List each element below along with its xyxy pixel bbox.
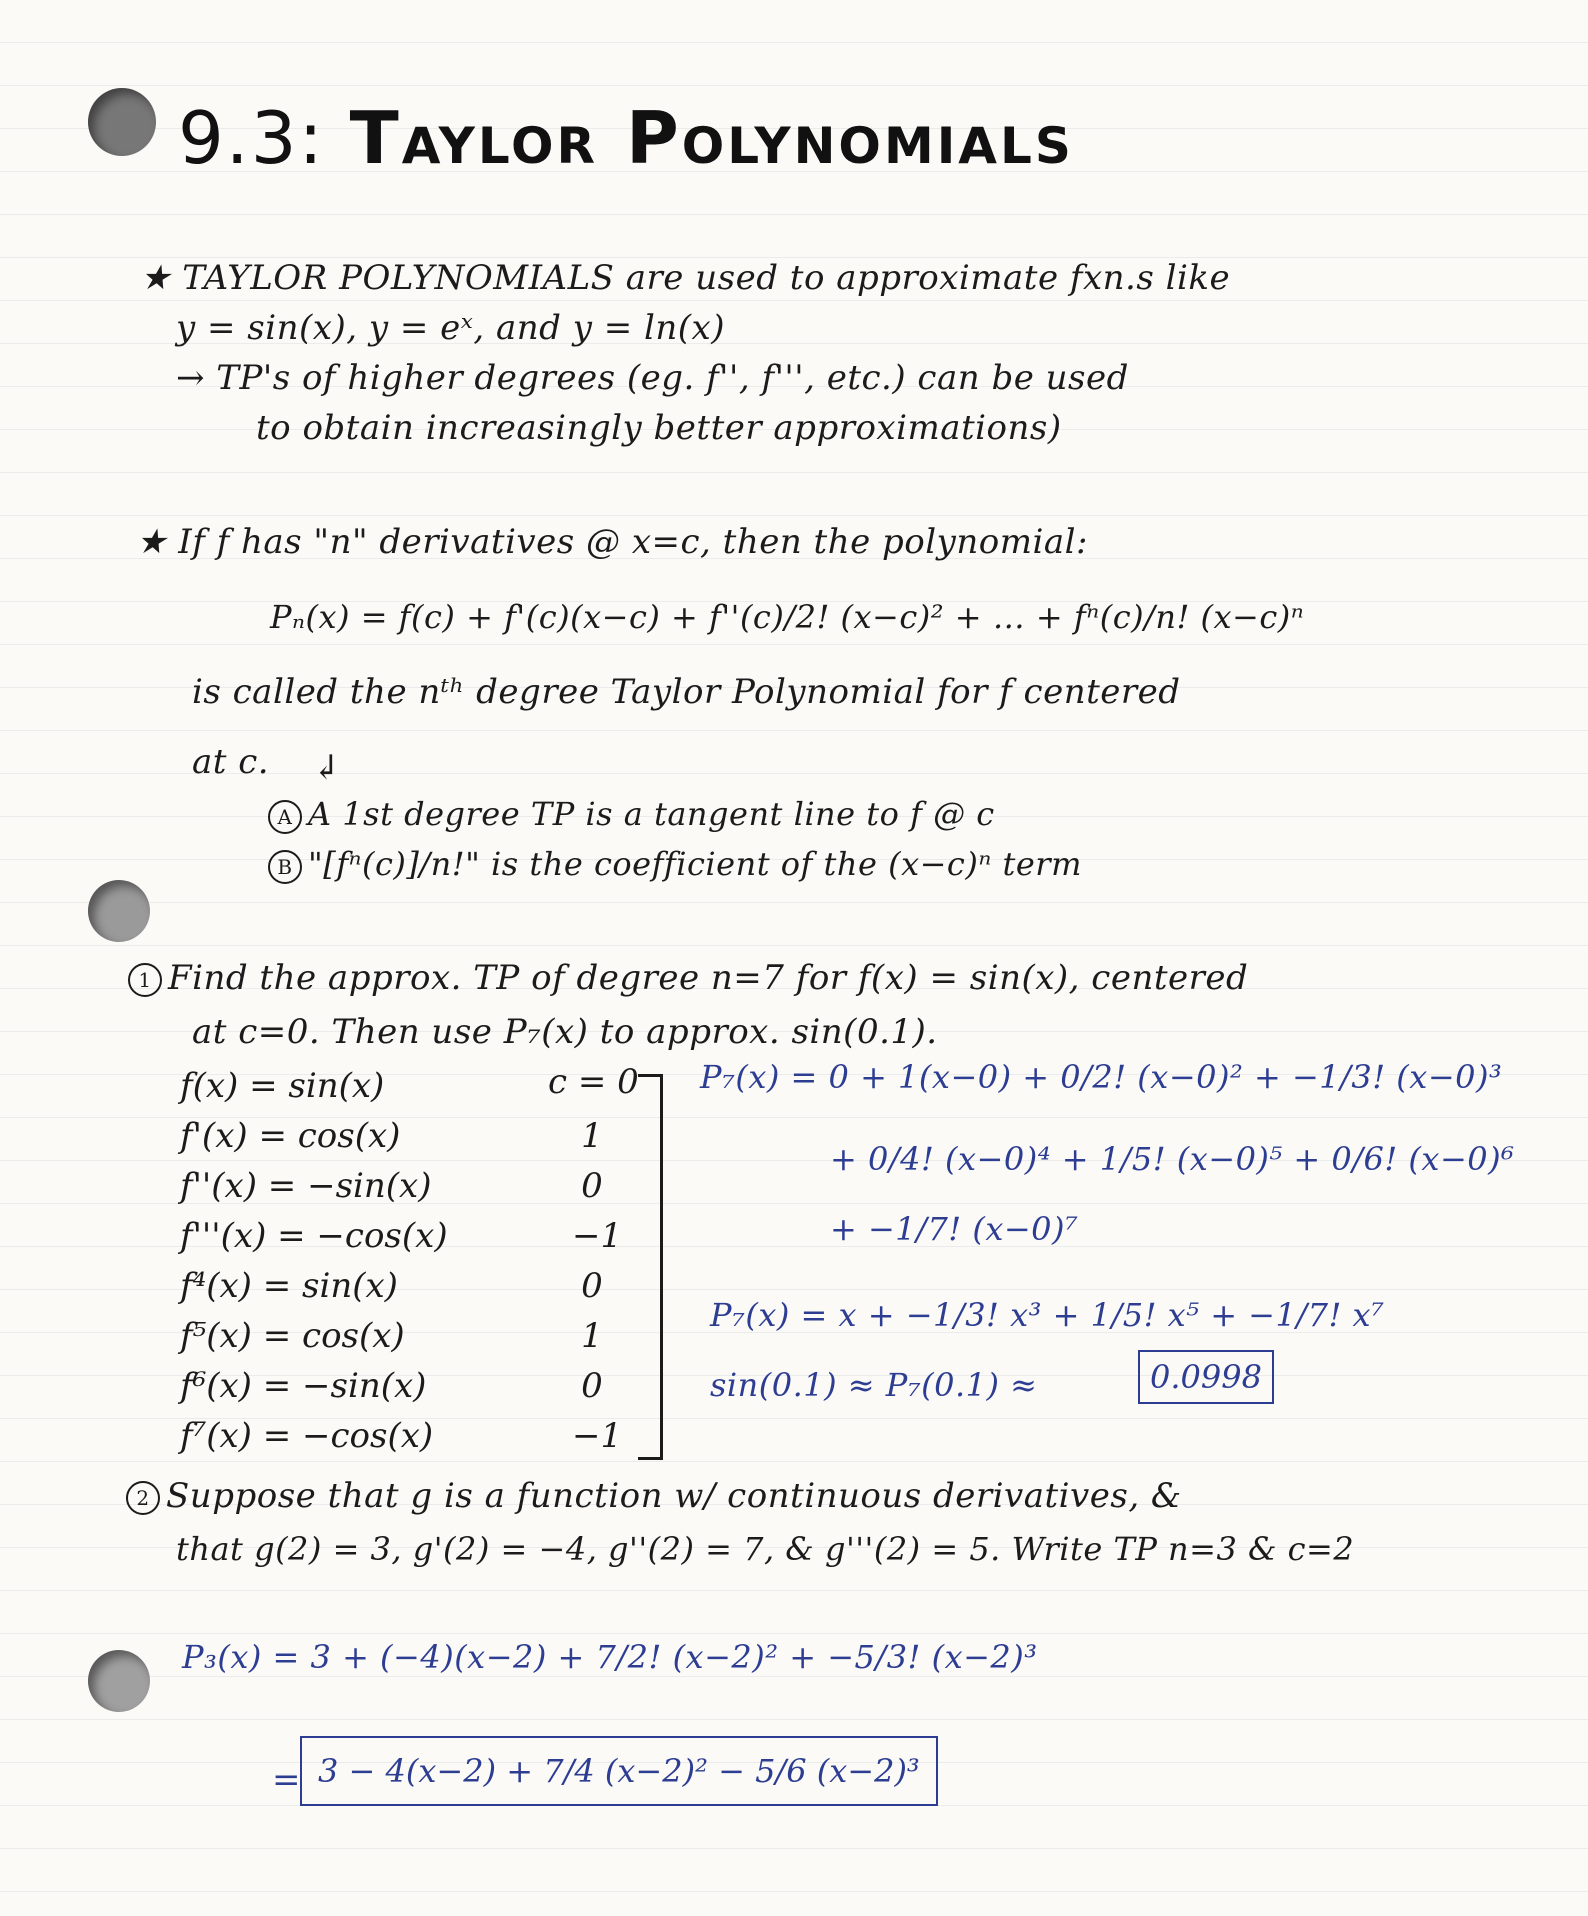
derivative-bracket [638, 1074, 663, 1460]
binder-hole-middle [88, 880, 150, 942]
derivative-function: f(x) = sin(x) [180, 1066, 385, 1106]
derivative-value: −1 [572, 1416, 623, 1456]
derivative-function: f'''(x) = −cos(x) [180, 1216, 448, 1256]
derivative-function: f⁶(x) = −sin(x) [180, 1366, 427, 1406]
intro-line-1: ★ TAYLOR POLYNOMIALS are used to approximate fxn.s like [140, 258, 1231, 298]
problem2-line-1 [126, 1476, 1182, 1516]
derivative-value: −1 [572, 1216, 623, 1256]
note-a [268, 795, 995, 834]
title-text: Taylor Polynomials [349, 96, 1074, 180]
derivative-value: 0 [581, 1266, 603, 1306]
note-a-label: A [268, 800, 302, 834]
intro-line-3: → TP's of higher degrees (eg. f'', f''', etc.) can be used [176, 358, 1129, 398]
problem1-work-3: + −1/7! (x−0)⁷ [830, 1210, 1079, 1248]
binder-hole-top [88, 88, 156, 156]
note-b-text: "[fⁿ(c)]/n!" is the coefficient of the (x−c)ⁿ term [308, 845, 1082, 883]
problem1-answer-box: 0.0998 [1138, 1350, 1274, 1404]
derivative-value: 0 [581, 1166, 603, 1206]
down-arrow-icon: ↲ [312, 748, 341, 788]
problem1-line-2: at c=0. Then use P₇(x) to approx. sin(0.1). [192, 1012, 938, 1052]
note-b-label: B [268, 850, 302, 884]
derivative-value: 1 [581, 1316, 603, 1356]
derivative-function: f⁴(x) = sin(x) [180, 1266, 398, 1306]
problem2-answer-box: 3 − 4(x−2) + 7/4 (x−2)² − 5/6 (x−2)³ [300, 1736, 938, 1806]
derivative-function: f''(x) = −sin(x) [180, 1166, 432, 1206]
problem1-text-1: Find the approx. TP of degree n=7 for f(x) = sin(x), centered [168, 958, 1249, 998]
intro-line-4: to obtain increasingly better approximations) [256, 408, 1062, 448]
problem1-line-1 [128, 958, 1248, 998]
derivative-value: 0 [581, 1366, 603, 1406]
binder-hole-bottom [88, 1650, 150, 1712]
problem2-work: P₃(x) = 3 + (−4)(x−2) + 7/2! (x−2)² + −5/3! (x−2)³ [182, 1638, 1038, 1676]
problem1-label: 1 [128, 963, 162, 997]
derivative-function: f⁷(x) = −cos(x) [180, 1416, 434, 1456]
problem1-work-1: P₇(x) = 0 + 1(x−0) + 0/2! (x−0)² + −1/3! (x−0)³ [700, 1058, 1503, 1096]
problem2-text-1: Suppose that g is a function w/ continuous derivatives, & [166, 1476, 1182, 1516]
derivative-function: f'(x) = cos(x) [180, 1116, 401, 1156]
intro-line-2: y = sin(x), y = eˣ, and y = ln(x) [176, 308, 725, 348]
problem1-approx: sin(0.1) ≈ P₇(0.1) ≈ [710, 1366, 1038, 1404]
page-title [178, 96, 1074, 180]
definition-line-4: at c. [192, 742, 270, 782]
problem1-result: P₇(x) = x + −1/3! x³ + 1/5! x⁵ + −1/7! x⁷ [710, 1296, 1385, 1334]
problem2-equals: = [272, 1760, 301, 1800]
c-header: c = 0 [548, 1062, 639, 1102]
problem1-work-2: + 0/4! (x−0)⁴ + 1/5! (x−0)⁵ + 0/6! (x−0)⁶ [830, 1140, 1515, 1178]
definition-formula: Pₙ(x) = f(c) + f'(c)(x−c) + f''(c)/2! (x−c)² + … + fⁿ(c)/n! (x−c)ⁿ [270, 598, 1305, 636]
note-a-text: A 1st degree TP is a tangent line to f @ c [308, 795, 995, 833]
title-number: 9.3: [178, 96, 325, 180]
note-b [268, 845, 1082, 884]
problem2-label: 2 [126, 1481, 160, 1515]
problem2-line-2: that g(2) = 3, g'(2) = −4, g''(2) = 7, & g'''(2) = 5. Write TP n=3 & c=2 [176, 1530, 1355, 1568]
definition-line-1: ★ If f has "n" derivatives @ x=c, then the polynomial: [136, 522, 1088, 562]
derivative-value: 1 [581, 1116, 603, 1156]
derivative-function: f⁵(x) = cos(x) [180, 1316, 405, 1356]
definition-line-3: is called the nᵗʰ degree Taylor Polynomial for f centered [192, 672, 1181, 712]
